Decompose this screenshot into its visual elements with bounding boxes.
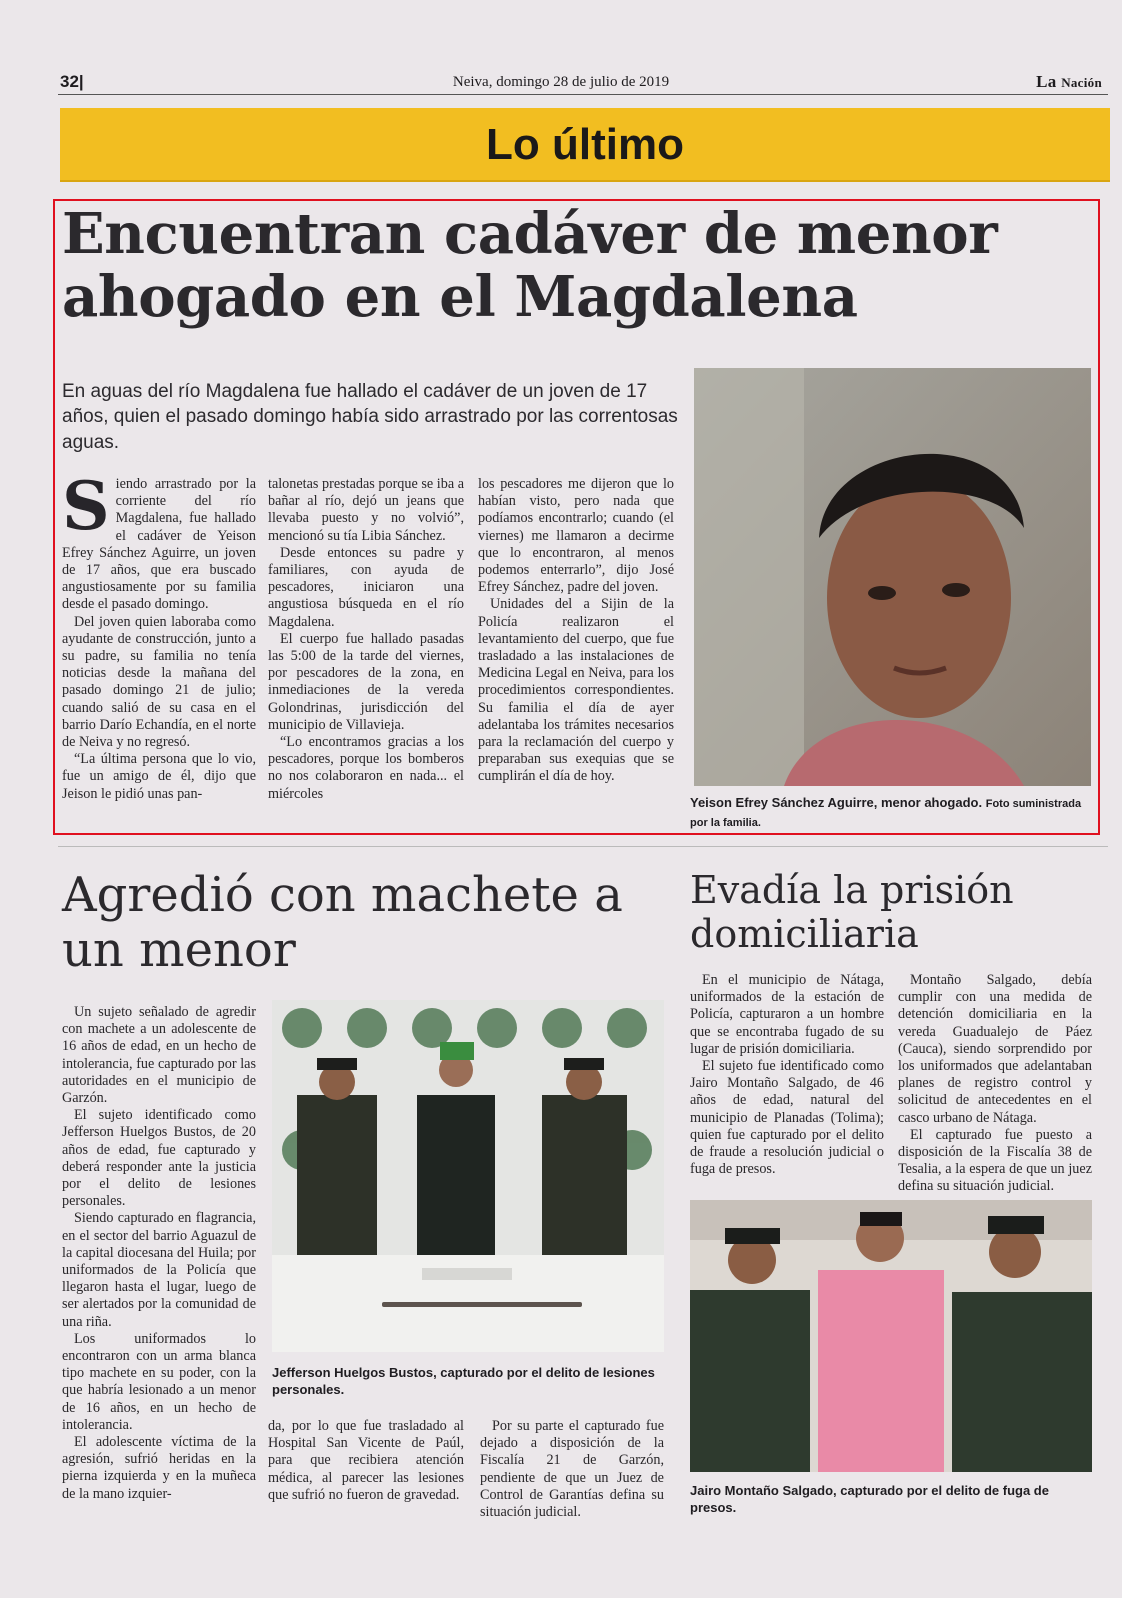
story3-headline: Evadía la prisión domiciliaria bbox=[690, 868, 1014, 957]
section-label: Lo último bbox=[486, 120, 684, 169]
caption-text: Yeison Efrey Sánchez Aguirre, menor ahogado. bbox=[690, 795, 983, 810]
paragraph: En el municipio de Nátaga, uniformados de la estación de Policía, capturaron a un hombre que se encontraba fugado de su lugar de prisión domiciliaria. bbox=[690, 972, 884, 1057]
section-divider bbox=[58, 846, 1108, 847]
caption-text: Jefferson Huelgos Bustos, capturado por el delito de lesiones personales. bbox=[272, 1365, 655, 1397]
paragraph: da, por lo que fue trasladado al Hospital San Vicente de Paúl, para que recibiera atención médica, al parecer las lesiones que sufrió no fueron de gravedad. bbox=[268, 1418, 464, 1503]
story3-caption bbox=[690, 1482, 1092, 1516]
paragraph: los pescadores me dijeron que lo habían visto, pero nada que podíamos encontrarlo; cuando (el viernes) me llamaron a decirme que lo encontraron, al menos podemos enterrarlo”, dijo José Efrey Sánchez, padre del joven. bbox=[478, 476, 674, 596]
paragraph: Siendo capturado en flagrancia, en el sector del barrio Aguazul de la capital diocesana del Huila; por uniformados de la Policía que llegaron hasta el lugar, luego de ser alertados por la comunidad de una riña. bbox=[62, 1210, 256, 1330]
paragraph: El sujeto identificado como Jefferson Huelgos Bustos, de 20 años de edad, fue capturado y deberá responder ante la justicia por el delito de lesiones personales. bbox=[62, 1107, 256, 1210]
paragraph: Montaño Salgado, debía cumplir con una medida de detención domiciliaria en la vereda Guadualejo de Páez (Cauca), siendo sorprendido por los uniformados que adelantaban planes de registro control y solicitud de antecedentes en el casco urbano de Nátaga. bbox=[898, 972, 1092, 1126]
paragraph: talonetas prestadas porque se iba a bañar al río, dejó un jeans que llevaba puesto y no volvió”, mencionó su tía Libia Sánchez. bbox=[268, 476, 464, 544]
paragraph: El sujeto fue identificado como Jairo Montaño Salgado, de 46 años de edad, natural del municipio de Planadas (Tolima); quien fue capturado por el delito de fraude a resolución judicial o fuga de presos. bbox=[690, 1058, 884, 1178]
paragraph: El capturado fue puesto a disposición de la Fiscalía 38 de Tesalia, a la espera de que un juez defina su situación judicial. bbox=[898, 1126, 1092, 1195]
date-line: Neiva, domingo 28 de julio de 2019 bbox=[452, 74, 670, 90]
section-banner bbox=[60, 108, 1110, 182]
logo-nacion: Nación bbox=[1061, 75, 1102, 90]
story1-column-2 bbox=[268, 476, 464, 803]
paragraph: El adolescente víctima de la agresión, sufrió heridas en la pierna izquierda y en la muñeca de la mano izquier- bbox=[62, 1434, 256, 1502]
story3-column-2 bbox=[898, 972, 1092, 1196]
story1-caption bbox=[690, 794, 1095, 832]
story1-headline: Encuentran cadáver de menor ahogado en el Magdalena bbox=[62, 201, 998, 330]
paragraph: iendo arrastrado por la corriente del río Magdalena, fue hallado el cadáver de Yeison Efrey Sánchez Aguirre, un joven de 17 años, que era buscado angustiosamente por su familia desde el pasado domingo. bbox=[62, 476, 256, 613]
story2-column-1 bbox=[62, 1004, 256, 1503]
paragraph: Desde entonces su padre y familiares, con ayuda de pescadores, iniciaron una angustiosa búsqueda en el río Magdalena. bbox=[268, 544, 464, 630]
drop-cap: S bbox=[62, 467, 110, 545]
story2-caption bbox=[272, 1364, 664, 1398]
story3-photo bbox=[690, 1200, 1092, 1472]
paragraph: “Lo encontramos gracias a los pescadores, porque los bomberos no nos colaboraron en nada... el miércoles bbox=[268, 734, 464, 802]
paragraph: Unidades del a Sijin de la Policía realizaron el levantamiento del cuerpo, que fue trasladado a las instalaciones de Medicina Legal en Neiva, para los procedimientos correspondientes. Su familia el día de ayer adelantaba los trámites necesarios para la reclamación del cuerpo y preparaban sus exequias que se cumplirán el día de hoy. bbox=[478, 596, 674, 785]
story2-column-2 bbox=[268, 1418, 464, 1504]
story3-column-1 bbox=[690, 972, 884, 1178]
caption-text: Jairo Montaño Salgado, capturado por el delito de fuga de presos. bbox=[690, 1483, 1049, 1515]
story2-headline: Agredió con machete a un menor bbox=[62, 867, 623, 978]
paragraph: Del joven quien laboraba como ayudante de construcción, junto a su padre, su familia no tenía noticias desde la mañana del pasado domingo 21 de julio; cuando salió de su casa en el barrio Darío Echandía, en el norte de Neiva y no regresó. bbox=[62, 613, 256, 751]
logo-la: La bbox=[1036, 72, 1057, 91]
story1-photo bbox=[694, 368, 1091, 786]
paragraph: Un sujeto señalado de agredir con machete a un adolescente de 16 años de edad, en un hecho de intolerancia, fue capturado por las autoridades en el municipio de Garzón. bbox=[62, 1004, 256, 1107]
paragraph: El cuerpo fue hallado pasadas las 5:00 de la tarde del viernes, por pescadores de la zona, en inmediaciones de la vereda Golondrinas, jurisdicción del municipio de Villavieja. bbox=[268, 630, 464, 733]
paragraph: Por su parte el capturado fue dejado a disposición de la Fiscalía 21 de Garzón, pendiente de que un Juez de Control de Garantías defina su situación judicial. bbox=[480, 1418, 664, 1521]
paragraph: “La última persona que lo vio, fue un amigo de él, dijo que Jeison le pidió unas pan- bbox=[62, 751, 256, 802]
story1-lead: En aguas del río Magdalena fue hallado el cadáver de un joven de 17 años, quien el pasado domingo había sido arrastrado por las correntosas aguas. bbox=[62, 381, 678, 453]
newspaper-logo bbox=[1036, 72, 1102, 92]
page-number: 32| bbox=[60, 72, 84, 91]
header-rule bbox=[58, 94, 1108, 95]
caption-credit: Foto suministrada por la familia. bbox=[690, 798, 1082, 829]
story2-photo bbox=[272, 1000, 664, 1352]
paragraph: Los uniformados lo encontraron con un arma blanca tipo machete en su poder, con la que habría lesionado a un menor de 16 años, en un hecho de intolerancia. bbox=[62, 1330, 256, 1433]
story1-column-3 bbox=[478, 476, 674, 786]
story1-column-1 bbox=[62, 467, 256, 803]
story2-column-3 bbox=[480, 1418, 664, 1521]
